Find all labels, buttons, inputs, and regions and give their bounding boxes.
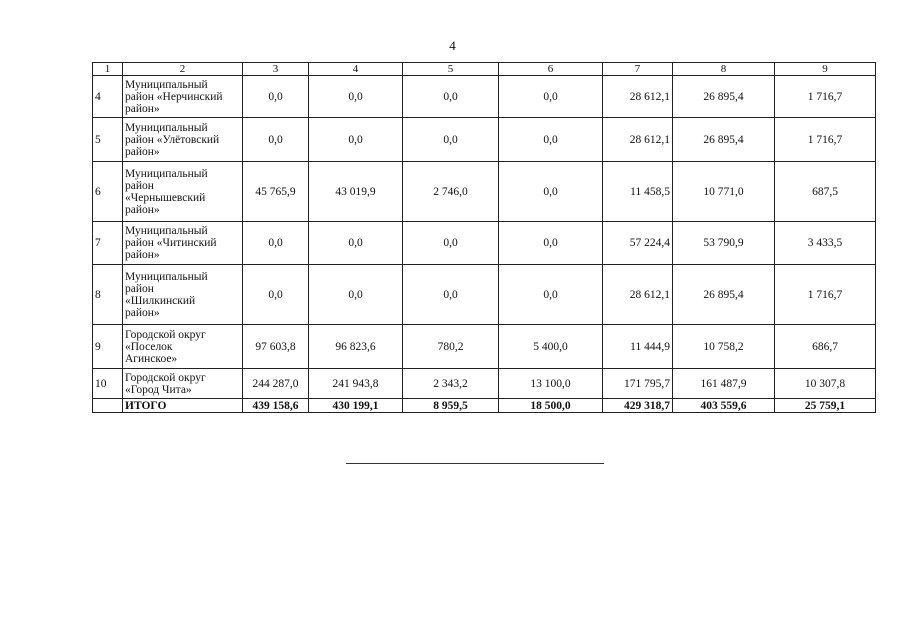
page-number: 4 xyxy=(449,38,456,53)
row-name xyxy=(123,222,243,265)
cell-value: 0,0 xyxy=(403,76,499,118)
column-header: 2 xyxy=(123,63,243,76)
cell-value: 1 716,7 xyxy=(775,76,876,118)
table-row xyxy=(93,369,876,399)
cell-value: 11 458,5 xyxy=(603,162,673,222)
row-name-line: район» xyxy=(125,145,160,158)
row-name xyxy=(123,369,243,399)
cell-value: 0,0 xyxy=(309,222,403,265)
row-name-line: Муниципальный xyxy=(125,225,208,237)
cell-value: 0,0 xyxy=(499,162,603,222)
cell-value: 5 400,0 xyxy=(499,325,603,369)
table-row xyxy=(93,222,876,265)
column-header: 8 xyxy=(673,63,775,76)
row-name-line: Агинское» xyxy=(125,352,178,365)
row-name xyxy=(123,162,243,222)
cell-value: 26 895,4 xyxy=(673,265,775,325)
cell-value: 28 612,1 xyxy=(603,118,673,162)
column-header: 9 xyxy=(775,63,876,76)
cell-value: 2 343,2 xyxy=(403,369,499,399)
table-row xyxy=(93,265,876,325)
cell-value: 780,2 xyxy=(403,325,499,369)
row-index: 10 xyxy=(93,369,123,399)
row-name-line: район xyxy=(125,282,154,295)
cell-value: 686,7 xyxy=(775,325,876,369)
row-name-line: «Поселок xyxy=(125,340,173,353)
row-name-line: Муниципальный xyxy=(125,78,208,91)
total-row xyxy=(93,399,876,413)
total-value: 439 158,6 xyxy=(243,399,309,413)
row-name-line: район «Нерчинский xyxy=(125,90,223,103)
row-name xyxy=(123,265,243,325)
row-name xyxy=(123,76,243,118)
total-value: 18 500,0 xyxy=(499,399,603,413)
cell-value: 0,0 xyxy=(499,222,603,265)
row-name-line: Городской округ xyxy=(125,371,206,384)
cell-value: 0,0 xyxy=(243,118,309,162)
row-name-line: «Чернышевский xyxy=(125,191,206,204)
cell-value: 3 433,5 xyxy=(775,222,876,265)
cell-value: 11 444,9 xyxy=(603,325,673,369)
total-index xyxy=(93,399,123,413)
cell-value: 26 895,4 xyxy=(673,76,775,118)
row-name-line: район «Читинский xyxy=(125,237,217,249)
row-name xyxy=(123,118,243,162)
cell-value: 0,0 xyxy=(403,222,499,265)
table-row xyxy=(93,76,876,118)
cell-value: 1 716,7 xyxy=(775,118,876,162)
cell-value: 0,0 xyxy=(243,265,309,325)
row-name-line: район «Улётовский xyxy=(125,133,220,146)
divider-line xyxy=(346,463,604,464)
cell-value: 0,0 xyxy=(403,265,499,325)
cell-value: 28 612,1 xyxy=(603,76,673,118)
column-header: 7 xyxy=(603,63,673,76)
cell-value: 13 100,0 xyxy=(499,369,603,399)
cell-value: 0,0 xyxy=(309,118,403,162)
row-name-line: «Шилкинский xyxy=(125,294,196,307)
cell-value: 241 943,8 xyxy=(309,369,403,399)
row-name-line: район xyxy=(125,179,154,192)
column-header: 4 xyxy=(309,63,403,76)
row-index: 8 xyxy=(93,265,123,325)
row-name-line: «Город Чита» xyxy=(125,383,192,396)
total-label: ИТОГО xyxy=(123,399,243,413)
cell-value: 57 224,4 xyxy=(603,222,673,265)
row-name-line: Муниципальный xyxy=(125,167,208,180)
row-index: 6 xyxy=(93,162,123,222)
row-name-line: Муниципальный xyxy=(125,270,208,283)
row-name-line: район» xyxy=(125,102,160,115)
cell-value: 2 746,0 xyxy=(403,162,499,222)
column-header: 3 xyxy=(243,63,309,76)
column-header: 6 xyxy=(499,63,603,76)
cell-value: 26 895,4 xyxy=(673,118,775,162)
cell-value: 0,0 xyxy=(309,76,403,118)
row-index: 9 xyxy=(93,325,123,369)
table-row xyxy=(93,118,876,162)
cell-value: 10 758,2 xyxy=(673,325,775,369)
cell-value: 1 716,7 xyxy=(775,265,876,325)
cell-value: 0,0 xyxy=(499,265,603,325)
cell-value: 171 795,7 xyxy=(603,369,673,399)
header-row xyxy=(93,63,876,76)
row-index: 7 xyxy=(93,222,123,265)
data-table xyxy=(92,62,876,413)
cell-value: 97 603,8 xyxy=(243,325,309,369)
cell-value: 10 771,0 xyxy=(673,162,775,222)
total-value: 8 959,5 xyxy=(403,399,499,413)
table-row xyxy=(93,162,876,222)
column-header: 5 xyxy=(403,63,499,76)
row-index: 4 xyxy=(93,76,123,118)
cell-value: 0,0 xyxy=(309,265,403,325)
cell-value: 0,0 xyxy=(499,76,603,118)
cell-value: 244 287,0 xyxy=(243,369,309,399)
row-name-line: Городской округ xyxy=(125,328,206,341)
cell-value: 0,0 xyxy=(243,76,309,118)
row-index: 5 xyxy=(93,118,123,162)
row-name-line: район» xyxy=(125,306,160,319)
cell-value: 0,0 xyxy=(243,222,309,265)
total-value: 429 318,7 xyxy=(603,399,673,413)
total-value: 430 199,1 xyxy=(309,399,403,413)
cell-value: 96 823,6 xyxy=(309,325,403,369)
cell-value: 28 612,1 xyxy=(603,265,673,325)
total-value: 403 559,6 xyxy=(673,399,775,413)
row-name xyxy=(123,325,243,369)
cell-value: 43 019,9 xyxy=(309,162,403,222)
total-value: 25 759,1 xyxy=(775,399,876,413)
cell-value: 0,0 xyxy=(499,118,603,162)
cell-value: 687,5 xyxy=(775,162,876,222)
cell-value: 45 765,9 xyxy=(243,162,309,222)
column-header: 1 xyxy=(93,63,123,76)
row-name-line: Муниципальный xyxy=(125,121,208,134)
cell-value: 161 487,9 xyxy=(673,369,775,399)
row-name-line: район» xyxy=(125,203,160,216)
cell-value: 10 307,8 xyxy=(775,369,876,399)
cell-value: 53 790,9 xyxy=(673,222,775,265)
table-row xyxy=(93,325,876,369)
cell-value: 0,0 xyxy=(403,118,499,162)
row-name-line: район» xyxy=(125,249,160,261)
